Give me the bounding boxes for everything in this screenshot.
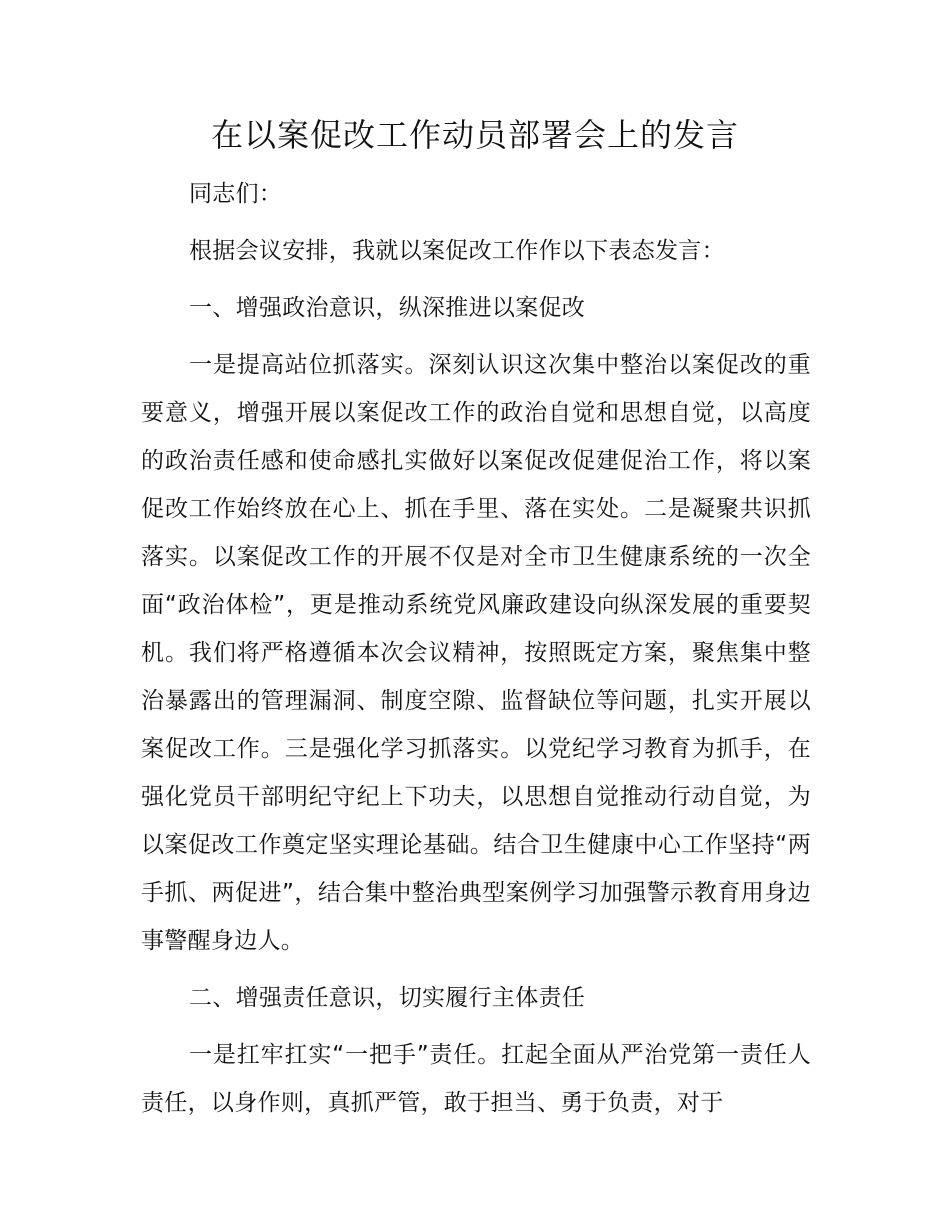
document-title: 在以案促改工作动员部署会上的发言 <box>210 116 739 154</box>
section-heading-1: 一、增强政治意识，纵深推进以案促改 <box>189 295 586 321</box>
intro-paragraph: 根据会议安排，我就以案促改工作作以下表态发言： <box>189 238 725 264</box>
salutation-paragraph: 同志们： <box>189 181 283 207</box>
document-body <box>141 170 811 1127</box>
body-paragraph-1: 一是提高站位抓落实。深刻认识这次集中整治以案促改的重要意义，增强开展以案促改工作的政治自觉和思想自觉，以高度的政治责任感和使命感扎实做好以案促改促建促治工作，将以案促改工作始终放在心上、抓在手里、落在实处。二是凝聚共识抓落实。以案促改工作的开展不仅是对全市卫生健康系统的一次全面“政治体检”，更是推动系统党风廉政建设向纵深发展的重要契机。我们将严格遵循本次会议精神，按照既定方案，聚焦集中整治暴露出的管理漏洞、制度空隙、监督缺位等问题，扎实开展以案促改工作。三是强化学习抓落实。以党纪学习教育为抓手，在强化党员干部明纪守纪上下功夫，以思想自觉推动行动自觉，为以案促改工作奠定坚实理论基础。结合卫生健康中心工作坚持“两手抓、两促进”，结合集中整治典型案例学习加强警示教育用身边事警醒身边人。 <box>141 352 811 954</box>
section-heading-2: 二、增强责任意识，切实履行主体责任 <box>189 985 586 1011</box>
body-paragraph-2: 一是扛牢扛实“一把手”责任。扛起全面从严治党第一责任人责任，以身作则，真抓严管，敢于担当、勇于负责，对于 <box>141 1042 811 1116</box>
